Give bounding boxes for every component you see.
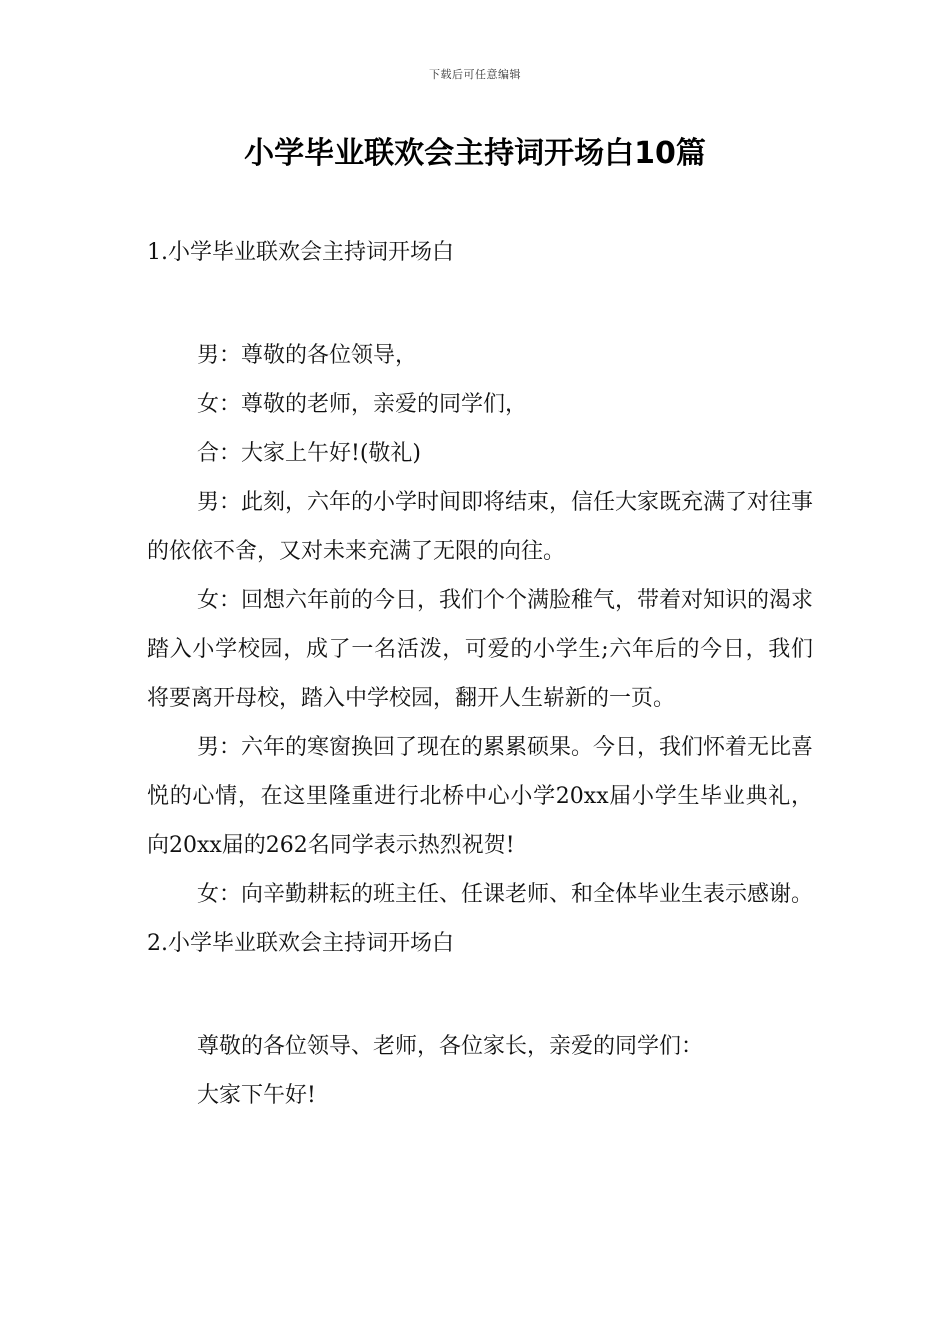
document-title: 小学毕业联欢会主持词开场白10篇 bbox=[244, 136, 706, 171]
spacer bbox=[147, 968, 813, 1017]
paragraph: 尊敬的各位领导、老师，各位家长，亲爱的同学们： bbox=[197, 1034, 704, 1059]
paragraph: 女：回想六年前的今日，我们个个满脸稚气，带着对知识的渴求踏入小学校园，成了一名活泼，可爱的小学生;六年后的今日，我们将要离开母校，踏入中学校园，翻开人生崭新的一页。 bbox=[147, 588, 814, 711]
section-heading-1: 1.小学毕业联欢会主持词开场白 bbox=[147, 240, 454, 265]
section-heading-2: 2.小学毕业联欢会主持词开场白 bbox=[147, 931, 454, 956]
header-note: 下载后可任意编辑 bbox=[429, 68, 521, 81]
document-body bbox=[147, 228, 813, 1120]
paragraph: 男：尊敬的各位领导， bbox=[197, 343, 418, 368]
paragraph: 合：大家上午好!(敬礼) bbox=[197, 441, 422, 466]
paragraph: 女：向辛勤耕耘的班主任、任课老师、和全体毕业生表示感谢。 bbox=[197, 882, 814, 907]
paragraph: 男：此刻，六年的小学时间即将结束，信任大家既充满了对往事的依依不舍，又对未来充满了无限的向往。 bbox=[147, 490, 814, 564]
paragraph: 女：尊敬的老师，亲爱的同学们， bbox=[197, 392, 528, 417]
paragraph: 大家下午好! bbox=[197, 1083, 316, 1108]
paragraph: 男：六年的寒窗换回了现在的累累硕果。今日，我们怀着无比喜悦的心情，在这里隆重进行北桥中心小学20xx届小学生毕业典礼，向20xx届的262名同学表示热烈祝贺! bbox=[147, 735, 814, 858]
spacer bbox=[147, 277, 813, 326]
